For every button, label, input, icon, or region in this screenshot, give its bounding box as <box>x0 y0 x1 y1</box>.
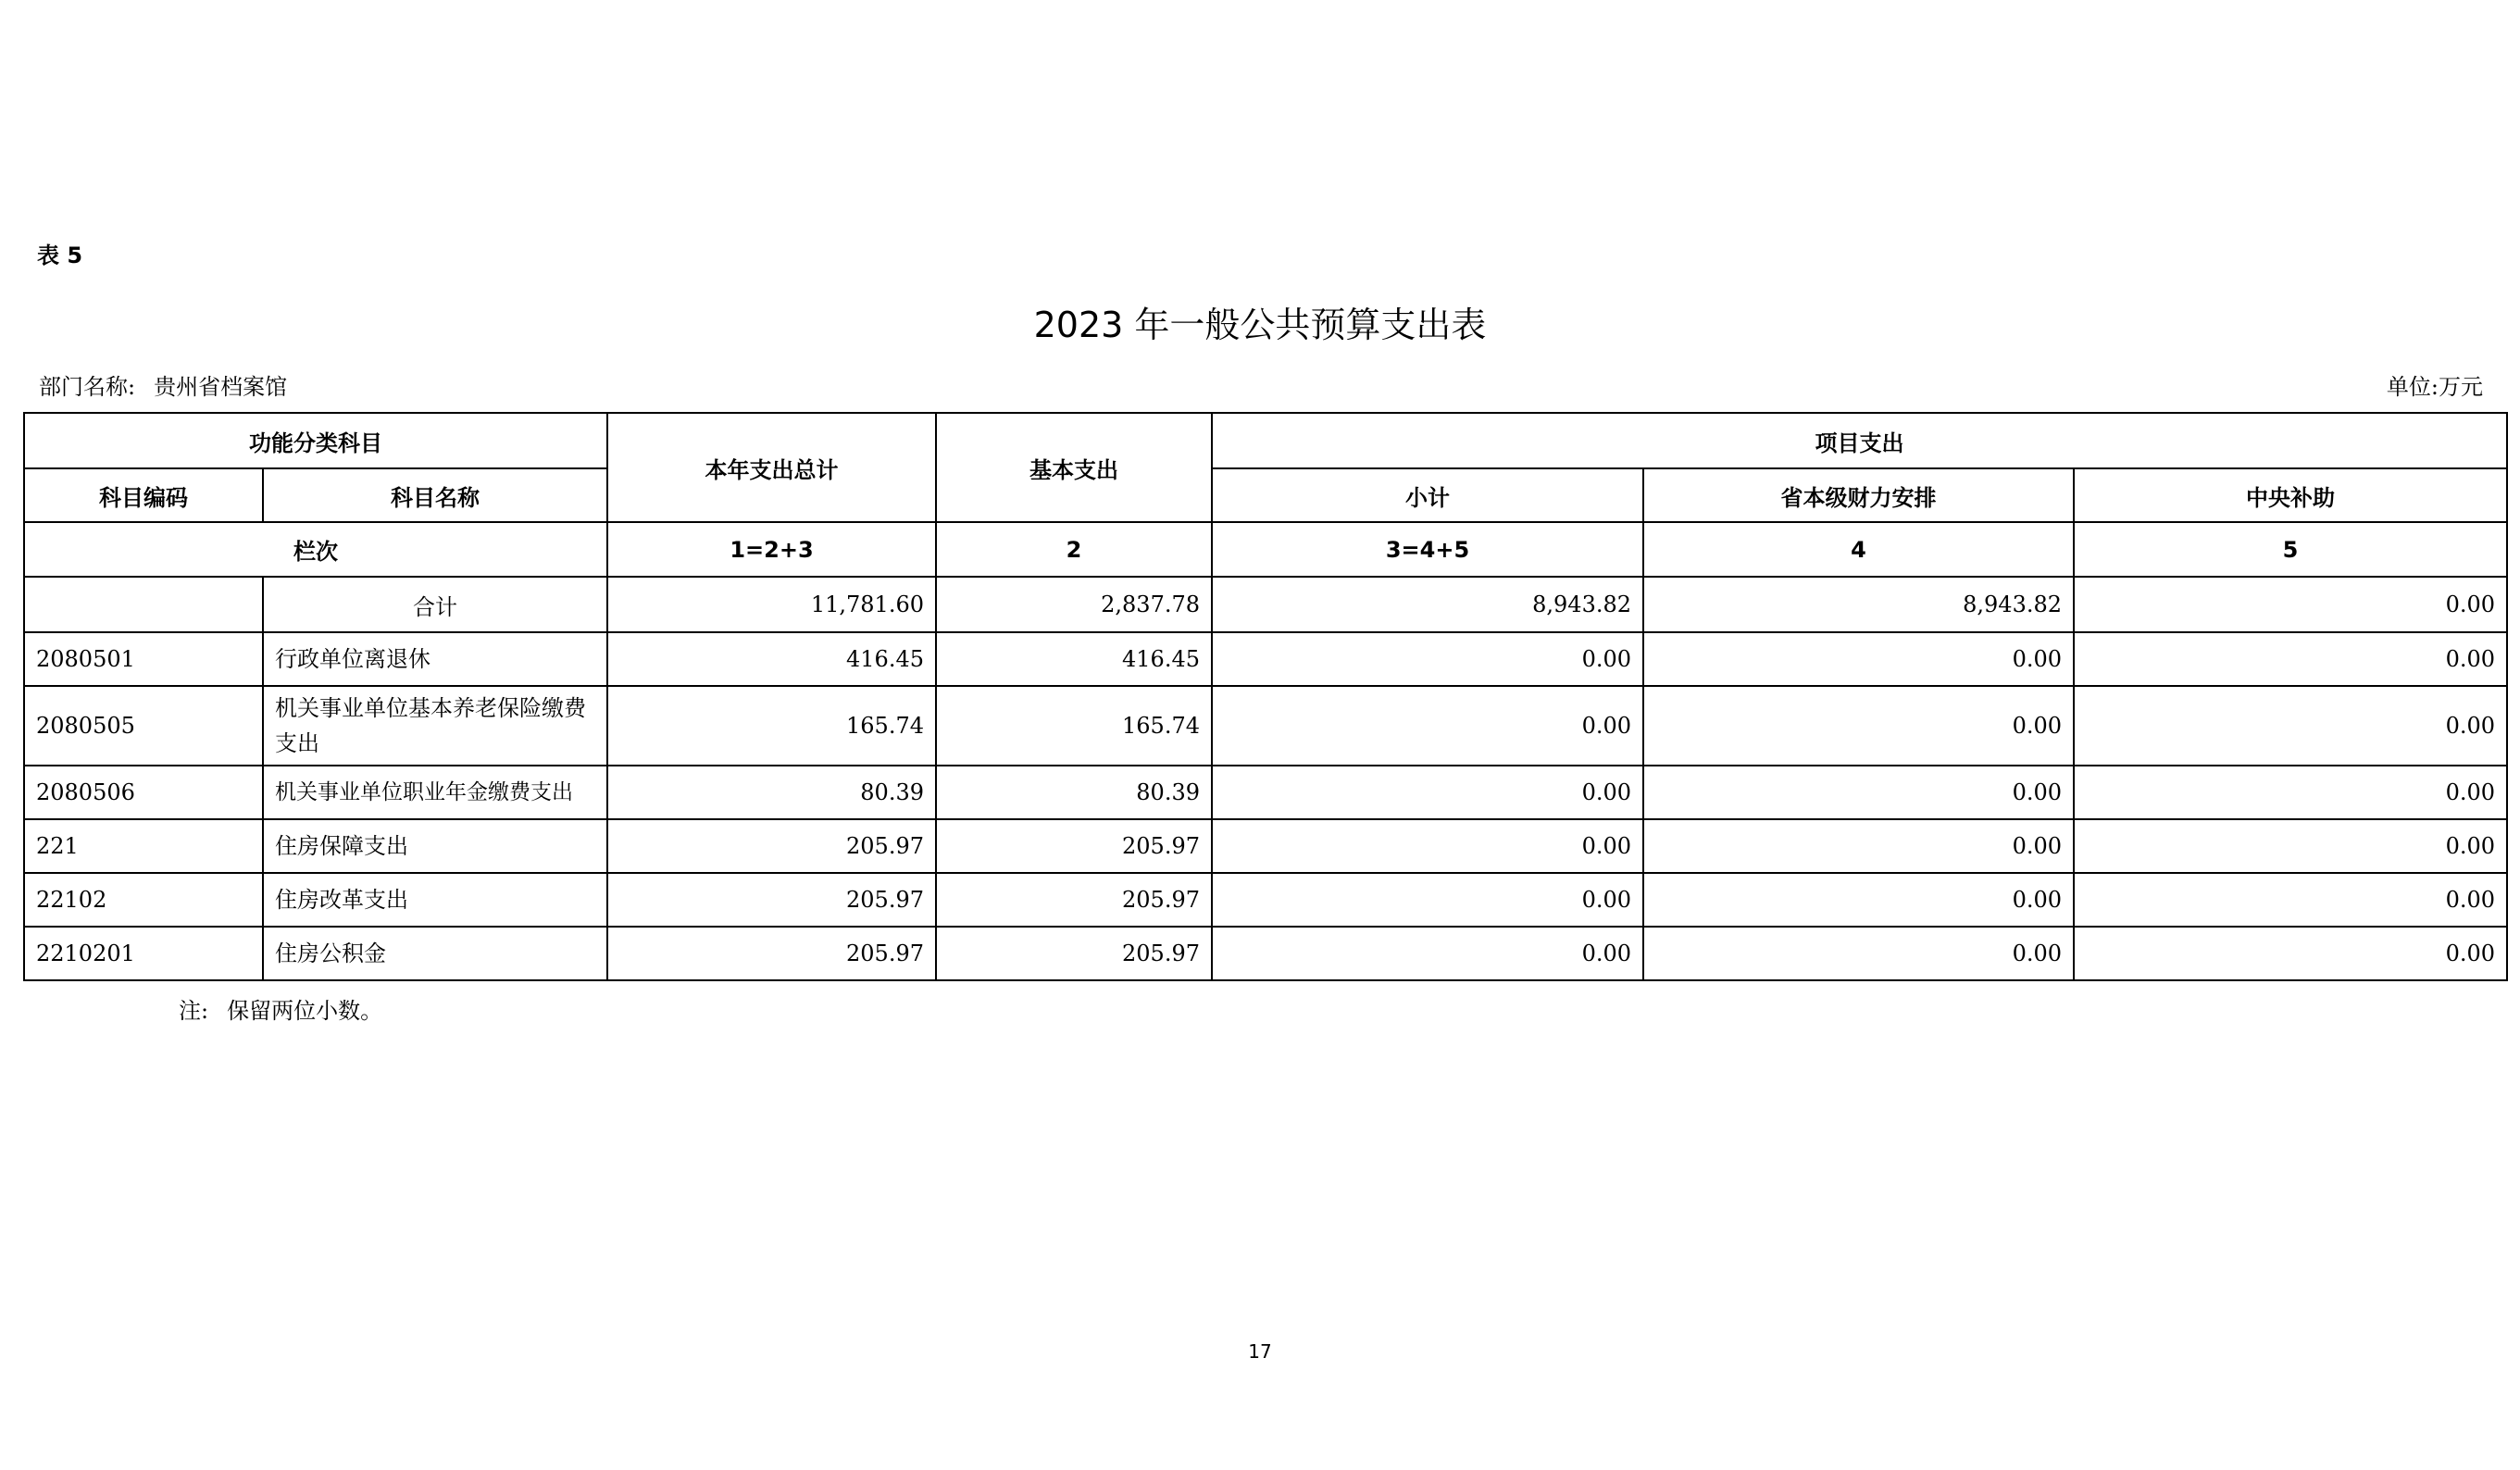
row-basic: 165.74 <box>936 686 1212 766</box>
row-code: 221 <box>24 819 263 873</box>
row-name: 住房改革支出 <box>263 873 607 927</box>
department-label: 部门名称: <box>39 374 136 400</box>
row-name: 机关事业单位基本养老保险缴费支出 <box>263 686 607 766</box>
header-subject-code: 科目编码 <box>24 468 263 522</box>
header-basic-expenditure: 基本支出 <box>936 413 1212 522</box>
row-subtotal: 0.00 <box>1212 819 1643 873</box>
page-number: 17 <box>1248 1340 1272 1363</box>
table-row <box>24 927 2507 980</box>
row-provincial: 8,943.82 <box>1643 577 2074 632</box>
budget-expenditure-table <box>23 412 2508 981</box>
row-subtotal: 8,943.82 <box>1212 577 1643 632</box>
row-subtotal: 0.00 <box>1212 766 1643 819</box>
row-provincial: 0.00 <box>1643 873 2074 927</box>
row-basic: 416.45 <box>936 632 1212 686</box>
department-info <box>39 368 287 401</box>
column-index-row <box>24 522 2507 577</box>
page-title: 2023 年一般公共预算支出表 <box>1033 305 1487 345</box>
footnote-text: 保留两位小数。 <box>227 998 383 1024</box>
row-total: 205.97 <box>607 873 936 927</box>
row-central: 0.00 <box>2074 927 2507 980</box>
row-subtotal: 0.00 <box>1212 686 1643 766</box>
row-code <box>24 577 263 632</box>
row-code: 22102 <box>24 873 263 927</box>
table-row <box>24 819 2507 873</box>
table-row-total <box>24 577 2507 632</box>
row-total: 165.74 <box>607 686 936 766</box>
row-basic: 80.39 <box>936 766 1212 819</box>
row-total: 205.97 <box>607 819 936 873</box>
table-row <box>24 686 2507 766</box>
footnote-label: 注: <box>179 998 209 1024</box>
row-total: 416.45 <box>607 632 936 686</box>
row-subtotal: 0.00 <box>1212 632 1643 686</box>
row-basic: 205.97 <box>936 927 1212 980</box>
column-index-total: 1=2+3 <box>607 522 936 577</box>
row-subtotal: 0.00 <box>1212 873 1643 927</box>
header-function-category: 功能分类科目 <box>24 413 607 468</box>
row-provincial: 0.00 <box>1643 927 2074 980</box>
row-total: 205.97 <box>607 927 936 980</box>
row-central: 0.00 <box>2074 873 2507 927</box>
header-subject-name: 科目名称 <box>263 468 607 522</box>
column-index-label: 栏次 <box>24 522 607 577</box>
row-basic: 205.97 <box>936 873 1212 927</box>
table-row <box>24 632 2507 686</box>
header-central-subsidy: 中央补助 <box>2074 468 2507 522</box>
row-name: 合计 <box>263 577 607 632</box>
row-name: 行政单位离退休 <box>263 632 607 686</box>
row-name: 住房公积金 <box>263 927 607 980</box>
row-provincial: 0.00 <box>1643 819 2074 873</box>
row-code: 2080501 <box>24 632 263 686</box>
column-index-subtotal: 3=4+5 <box>1212 522 1643 577</box>
row-provincial: 0.00 <box>1643 766 2074 819</box>
row-name: 住房保障支出 <box>263 819 607 873</box>
table-number-label: 表 5 <box>37 243 83 268</box>
row-subtotal: 0.00 <box>1212 927 1643 980</box>
column-index-provincial: 4 <box>1643 522 2074 577</box>
unit-label: 单位:万元 <box>2386 374 2483 400</box>
department-name: 贵州省档案馆 <box>154 374 288 400</box>
row-central: 0.00 <box>2074 577 2507 632</box>
row-basic: 2,837.78 <box>936 577 1212 632</box>
header-total-expenditure: 本年支出总计 <box>607 413 936 522</box>
column-index-central: 5 <box>2074 522 2507 577</box>
row-central: 0.00 <box>2074 819 2507 873</box>
row-total: 11,781.60 <box>607 577 936 632</box>
row-total: 80.39 <box>607 766 936 819</box>
table-row <box>24 873 2507 927</box>
row-central: 0.00 <box>2074 632 2507 686</box>
row-central: 0.00 <box>2074 766 2507 819</box>
row-provincial: 0.00 <box>1643 632 2074 686</box>
row-basic: 205.97 <box>936 819 1212 873</box>
table-row <box>24 766 2507 819</box>
row-central: 0.00 <box>2074 686 2507 766</box>
header-subtotal: 小计 <box>1212 468 1643 522</box>
column-index-basic: 2 <box>936 522 1212 577</box>
row-code: 2080506 <box>24 766 263 819</box>
row-provincial: 0.00 <box>1643 686 2074 766</box>
row-code: 2210201 <box>24 927 263 980</box>
row-code: 2080505 <box>24 686 263 766</box>
footnote <box>179 992 382 1025</box>
header-provincial-funds: 省本级财力安排 <box>1643 468 2074 522</box>
row-name: 机关事业单位职业年金缴费支出 <box>263 766 607 819</box>
header-project-expenditure: 项目支出 <box>1212 413 2507 468</box>
